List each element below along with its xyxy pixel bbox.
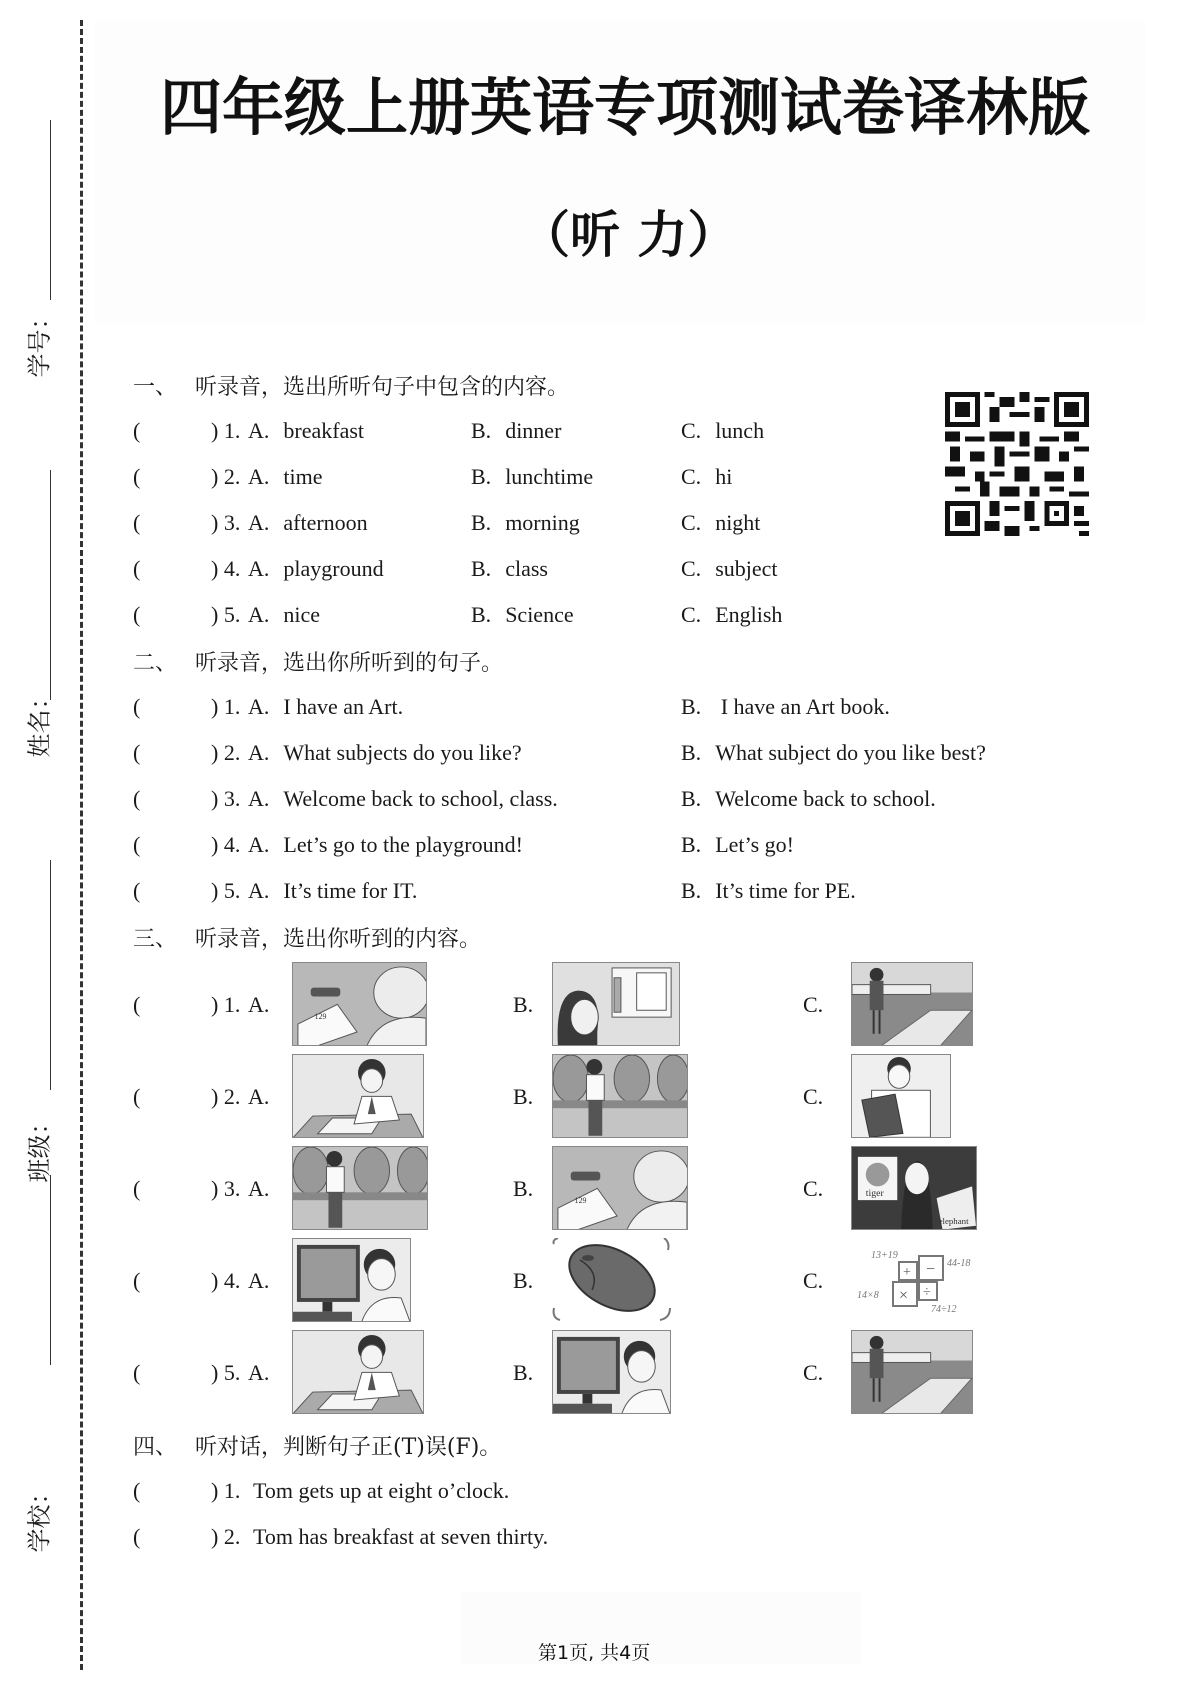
option-letter-b: B. — [681, 694, 702, 719]
section-1-header — [133, 370, 569, 401]
question-number: ) 5. — [211, 878, 241, 903]
option-letter-b: B. — [471, 464, 492, 489]
option-letter-b: B. — [471, 602, 492, 627]
answer-blank[interactable]: ( — [133, 740, 141, 765]
question-number: ) 2. — [211, 1084, 241, 1109]
image-girl-weather-chart[interactable] — [552, 962, 680, 1046]
option-letter-a: A. — [248, 832, 270, 857]
option-letter-a: A. — [248, 418, 270, 443]
option-letter-b: B. — [681, 740, 702, 765]
times-icon: × — [899, 1287, 909, 1304]
question-number: ) 1. — [211, 992, 241, 1017]
name-label: 姓名： — [25, 685, 54, 758]
option-a: What subjects do you like? — [283, 740, 522, 765]
answer-blank[interactable]: ( — [133, 556, 141, 581]
option-letter-a: A. — [248, 1360, 270, 1385]
option-letter-c: C. — [681, 602, 702, 627]
image-girl-drawing[interactable] — [292, 1054, 424, 1138]
option-b: lunchtime — [505, 464, 594, 489]
section-4-header — [133, 1430, 501, 1461]
student-id-line — [50, 120, 51, 300]
image-boy-in-playground[interactable] — [292, 1146, 428, 1230]
option-b: dinner — [505, 418, 562, 443]
option-letter-b: B. — [513, 1084, 534, 1109]
option-a: time — [283, 464, 323, 489]
answer-blank[interactable]: ( — [133, 1478, 141, 1503]
math-label: 14×8 — [857, 1290, 879, 1301]
section-instruction: 听录音，选出所听句子中包含的内容。 — [195, 375, 570, 400]
cut-line — [80, 20, 83, 1670]
question-number: ) 3. — [211, 786, 241, 811]
question-number: ) 5. — [211, 602, 241, 627]
option-a: Welcome back to school, class. — [283, 786, 558, 811]
maths-number: 129 — [574, 1196, 587, 1206]
image-girl-at-computer[interactable] — [292, 1238, 411, 1322]
option-letter-a: A. — [248, 556, 270, 581]
answer-blank[interactable]: ( — [133, 992, 141, 1017]
option-letter-b: B. — [513, 992, 534, 1017]
section-2-header — [133, 646, 503, 677]
question-number: ) 3. — [211, 510, 241, 535]
option-letter-b: B. — [513, 1268, 534, 1293]
image-teacher-with-cards[interactable] — [851, 1146, 977, 1230]
option-letter-b: B. — [471, 510, 492, 535]
option-letter-c: C. — [681, 510, 702, 535]
section-number: 四、 — [133, 1435, 178, 1460]
option-letter-c: C. — [681, 418, 702, 443]
image-girl-at-computer[interactable] — [552, 1330, 671, 1414]
option-b: morning — [505, 510, 580, 535]
question-number: ) 1. — [211, 418, 241, 443]
maths-number: 129 — [314, 1012, 327, 1022]
section-instruction: 听录音，选出你听到的内容。 — [195, 927, 482, 952]
option-c: night — [715, 510, 761, 535]
option-letter-c: C. — [803, 1176, 824, 1201]
student-id-label: 学号： — [25, 305, 54, 378]
option-letter-a: A. — [248, 1176, 270, 1201]
question-number: ) 4. — [211, 832, 241, 857]
school-line — [50, 1175, 51, 1365]
section-number: 二、 — [133, 651, 178, 676]
footer-area — [462, 1592, 862, 1664]
elephant-card-word: elephant — [938, 1215, 969, 1226]
answer-blank[interactable]: ( — [133, 1084, 141, 1109]
option-letter-b: B. — [681, 878, 702, 903]
answer-blank[interactable]: ( — [133, 1268, 141, 1293]
image-girl-in-garden[interactable] — [851, 1330, 973, 1414]
page-title: 四年级上册英语专项测试卷译林版 — [160, 71, 1091, 144]
option-b: Let’s go! — [715, 832, 795, 857]
section-number: 一、 — [133, 375, 178, 400]
option-letter-c: C. — [803, 992, 824, 1017]
answer-blank[interactable]: ( — [133, 878, 141, 903]
option-letter-a: A. — [248, 464, 270, 489]
option-c: English — [715, 602, 783, 627]
option-c: hi — [715, 464, 733, 489]
answer-blank[interactable]: ( — [133, 694, 141, 719]
image-computer-mouse[interactable] — [552, 1238, 672, 1322]
math-label: 44-18 — [947, 1258, 971, 1269]
option-letter-b: B. — [471, 418, 492, 443]
answer-blank[interactable]: ( — [133, 1524, 141, 1549]
option-letter-a: A. — [248, 1268, 270, 1293]
image-boy-in-playground[interactable] — [552, 1054, 688, 1138]
qr-code-icon — [945, 383, 1089, 545]
class-label: 班级： — [25, 1110, 54, 1183]
option-a: afternoon — [283, 510, 368, 535]
statement-text: Tom has breakfast at seven thirty. — [253, 1524, 549, 1549]
school-label: 学校： — [25, 1480, 54, 1553]
option-b: What subject do you like best? — [715, 740, 986, 765]
image-boy-doing-maths[interactable] — [292, 962, 427, 1046]
question-number: ) 4. — [211, 1268, 241, 1293]
statement-text: Tom gets up at eight o’clock. — [253, 1478, 510, 1503]
image-boy-reading-book[interactable] — [851, 1054, 951, 1138]
image-boy-doing-maths[interactable] — [552, 1146, 688, 1230]
option-c: subject — [715, 556, 778, 581]
math-label: 74÷12 — [931, 1304, 957, 1315]
section-number: 三、 — [133, 927, 178, 952]
option-a: It’s time for IT. — [283, 878, 418, 903]
option-b: I have an Art book. — [715, 694, 890, 719]
option-letter-b: B. — [471, 556, 492, 581]
image-maths-symbols[interactable] — [851, 1238, 983, 1322]
option-a: breakfast — [283, 418, 365, 443]
answer-blank[interactable]: ( — [133, 510, 141, 535]
question-number: ) 2. — [211, 1524, 241, 1549]
answer-blank[interactable]: ( — [133, 1176, 141, 1201]
option-b: Welcome back to school. — [715, 786, 936, 811]
answer-blank[interactable]: ( — [133, 1360, 141, 1385]
option-b: Science — [505, 602, 574, 627]
answer-blank[interactable]: ( — [133, 786, 141, 811]
image-girl-drawing[interactable] — [292, 1330, 424, 1414]
option-letter-b: B. — [513, 1360, 534, 1385]
question-number: ) 4. — [211, 556, 241, 581]
answer-blank[interactable]: ( — [133, 418, 141, 443]
option-letter-c: C. — [803, 1268, 824, 1293]
option-c: lunch — [715, 418, 765, 443]
section-instruction: 听对话，判断句子正(T)误(F)。 — [195, 1435, 502, 1460]
minus-icon: − — [926, 1261, 936, 1278]
section-instruction: 听录音，选出你所听到的句子。 — [195, 651, 504, 676]
question-number: ) 1. — [211, 694, 241, 719]
name-line — [50, 470, 51, 700]
option-b: It’s time for PE. — [715, 878, 856, 903]
option-a: nice — [283, 602, 321, 627]
page-subtitle: （听 力） — [520, 206, 738, 264]
binding-margin — [0, 0, 100, 1684]
option-letter-a: A. — [248, 786, 270, 811]
option-letter-c: C. — [681, 464, 702, 489]
answer-blank[interactable]: ( — [133, 832, 141, 857]
option-b: class — [505, 556, 548, 581]
option-a: I have an Art. — [283, 694, 404, 719]
option-letter-a: A. — [248, 510, 270, 535]
option-a: playground — [283, 556, 384, 581]
option-letter-a: A. — [248, 740, 270, 765]
page-number: 第1页, 共4页 — [538, 1642, 651, 1664]
option-letter-b: B. — [681, 786, 702, 811]
option-letter-a: A. — [248, 878, 270, 903]
image-girl-in-garden[interactable] — [851, 962, 973, 1046]
question-number: ) 1. — [211, 1478, 241, 1503]
option-letter-b: B. — [513, 1176, 534, 1201]
answer-blank[interactable]: ( — [133, 602, 141, 627]
question-number: ) 2. — [211, 740, 241, 765]
option-letter-a: A. — [248, 694, 270, 719]
tiger-card-word: tiger — [865, 1188, 884, 1200]
question-number: ) 2. — [211, 464, 241, 489]
option-letter-c: C. — [803, 1360, 824, 1385]
option-letter-b: B. — [681, 832, 702, 857]
divide-icon: ÷ — [923, 1285, 931, 1300]
question-number: ) 5. — [211, 1360, 241, 1385]
plus-icon: + — [903, 1265, 911, 1280]
math-label: 13+19 — [871, 1250, 898, 1261]
option-letter-a: A. — [248, 1084, 270, 1109]
option-letter-c: C. — [803, 1084, 824, 1109]
answer-blank[interactable]: ( — [133, 464, 141, 489]
section-3-header — [133, 922, 481, 953]
option-letter-a: A. — [248, 602, 270, 627]
option-letter-c: C. — [681, 556, 702, 581]
option-letter-a: A. — [248, 992, 270, 1017]
option-a: Let’s go to the playground! — [283, 832, 523, 857]
question-number: ) 3. — [211, 1176, 241, 1201]
class-line — [50, 860, 51, 1090]
